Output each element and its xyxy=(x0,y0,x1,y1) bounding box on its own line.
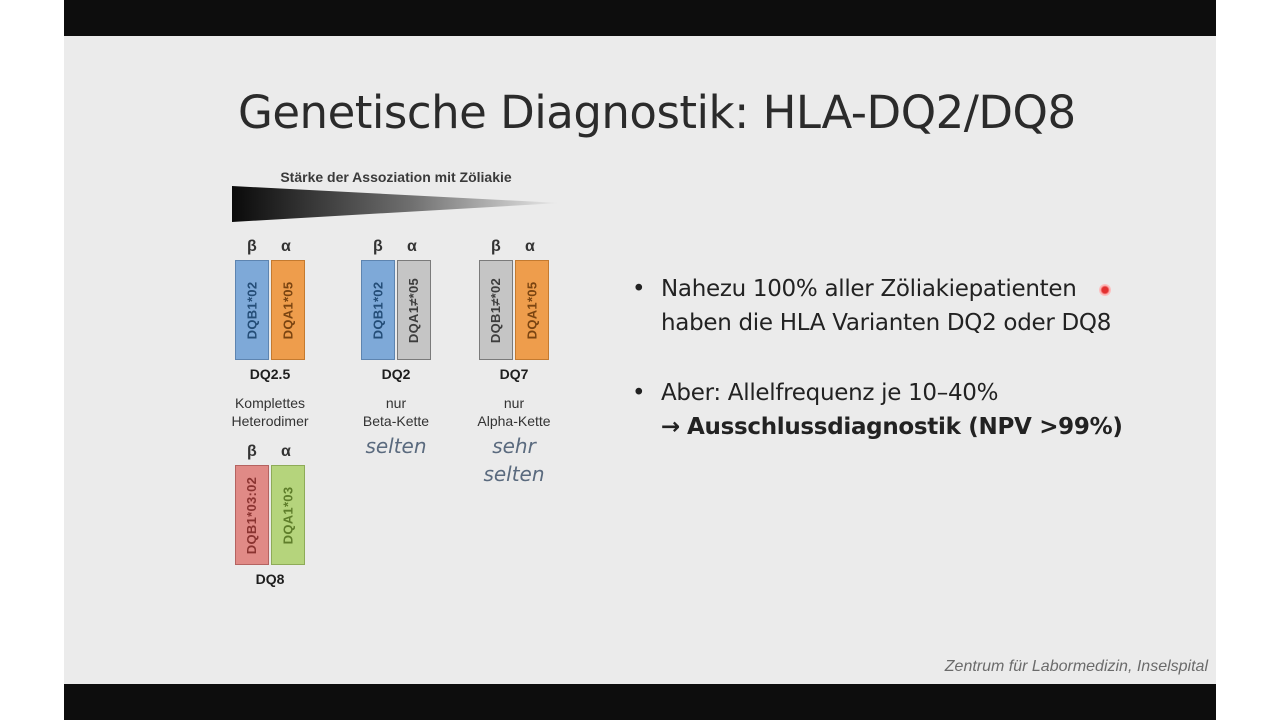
description-line: Alpha-Kette xyxy=(477,413,551,429)
alpha-symbol: α xyxy=(407,238,417,255)
description-line: nur xyxy=(503,395,525,411)
haplotype-name: DQ2.5 xyxy=(249,366,291,382)
alpha-allele-label: DQA1≠*05 xyxy=(406,277,422,343)
description-line: Komplettes xyxy=(234,395,306,411)
beta-chain-bar xyxy=(479,260,513,360)
haplotype-name: DQ2 xyxy=(381,366,411,382)
beta-symbol: β xyxy=(247,238,257,255)
bullet-line: Aber: Allelfrequenz je 10–40% xyxy=(661,380,999,406)
slide-footer: Zentrum für Labormedizin, Inselspital xyxy=(944,658,1208,675)
frequency-note xyxy=(331,432,461,460)
haplotype-description xyxy=(205,394,335,430)
letterbox-top xyxy=(64,0,1216,36)
conclusion-text: Ausschlussdiagnostik (NPV >99%) xyxy=(687,414,1123,440)
beta-symbol: β xyxy=(491,238,501,255)
alpha-symbol: α xyxy=(281,238,291,255)
beta-allele-label: DQB1*02 xyxy=(244,281,260,339)
alpha-chain-bar xyxy=(397,260,431,360)
beta-chain-bar xyxy=(235,465,269,565)
bullet-dot: • xyxy=(632,380,646,406)
description-line: Heterodimer xyxy=(231,413,309,429)
beta-allele-label: DQB1*03:02 xyxy=(244,476,260,554)
presentation-slide xyxy=(64,36,1216,684)
beta-allele-label: DQB1*02 xyxy=(370,281,386,339)
beta-symbol: β xyxy=(247,443,257,460)
alpha-allele-label: DQA1*05 xyxy=(524,281,540,339)
haplotype-name: DQ8 xyxy=(255,571,285,587)
association-label: Stärke der Assoziation mit Zöliakie xyxy=(280,169,512,185)
note-line: selten xyxy=(365,434,427,458)
beta-chain-bar xyxy=(235,260,269,360)
note-line: sehr xyxy=(492,434,536,458)
haplotype-description xyxy=(331,394,461,430)
alpha-chain-bar xyxy=(515,260,549,360)
beta-symbol: β xyxy=(373,238,383,255)
alpha-symbol: α xyxy=(525,238,535,255)
alpha-allele-label: DQA1*03 xyxy=(280,486,296,544)
bullet-line: haben die HLA Varianten DQ2 oder DQ8 xyxy=(661,310,1112,336)
beta-allele-label: DQB1≠*02 xyxy=(488,277,504,343)
alpha-chain-bar xyxy=(271,260,305,360)
alpha-symbol: α xyxy=(281,443,291,460)
conclusion-line xyxy=(661,410,1123,444)
slide-title: Genetische Diagnostik: HLA-DQ2/DQ8 xyxy=(238,86,1076,139)
laser-pointer-dot xyxy=(1099,284,1111,296)
beta-chain-bar xyxy=(361,260,395,360)
description-line: Beta-Kette xyxy=(362,413,430,429)
right-margin xyxy=(1216,0,1280,720)
arrow-icon: → xyxy=(661,414,680,440)
letterbox-bottom xyxy=(64,684,1216,720)
haplotype-description xyxy=(449,394,579,430)
alpha-allele-label: DQA1*05 xyxy=(280,281,296,339)
description-line: nur xyxy=(385,395,407,411)
haplotype-name: DQ7 xyxy=(499,366,529,382)
bullet-dot: • xyxy=(632,276,646,302)
association-gradient-wedge xyxy=(232,186,560,222)
alpha-chain-bar xyxy=(271,465,305,565)
bullet-line: Nahezu 100% aller Zöliakiepatienten xyxy=(661,276,1077,302)
frequency-note xyxy=(449,432,579,488)
left-margin xyxy=(0,0,64,720)
note-line: selten xyxy=(483,462,545,486)
